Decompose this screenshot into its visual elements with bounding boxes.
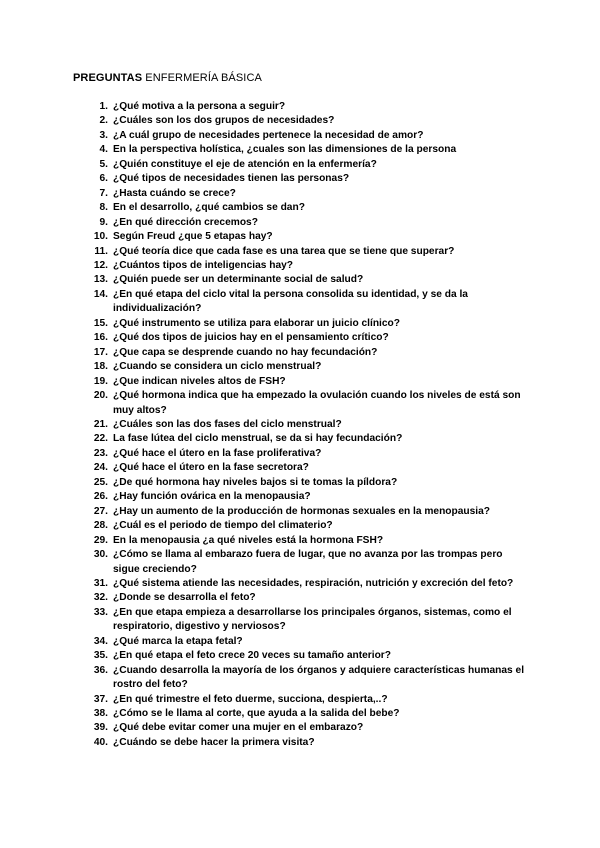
question-list <box>86 100 526 750</box>
question-text: ¿Qué instrumento se utiliza para elaborar un juicio clínico? <box>113 317 401 329</box>
question-item <box>86 375 526 389</box>
question-number: 9. <box>99 216 108 228</box>
question-text: ¿En qué trimestre el feto duerme, succiona, despierta,..? <box>113 693 388 705</box>
question-item <box>86 187 526 201</box>
question-number: 40. <box>93 736 108 748</box>
question-number: 2. <box>99 115 108 127</box>
question-number: 32. <box>93 592 108 604</box>
question-number: 31. <box>93 577 108 589</box>
question-text: ¿Quién puede ser un determinante social de salud? <box>113 274 364 286</box>
question-item <box>86 693 526 707</box>
document-title-bold: PREGUNTAS <box>73 72 143 84</box>
question-number: 20. <box>93 390 108 402</box>
question-number: 1. <box>99 101 108 112</box>
question-item <box>86 635 526 649</box>
question-number: 15. <box>93 317 108 329</box>
question-text: ¿Quién constituye el eje de atención en la enfermería? <box>113 158 377 170</box>
question-text: ¿En que etapa empieza a desarrollarse los principales órganos, sistemas, como el respiratorio, digestivo y nerviosos? <box>113 606 512 633</box>
question-text: ¿Hay función ovárica en la menopausia? <box>113 491 311 503</box>
question-item <box>86 114 526 128</box>
question-item <box>86 172 526 186</box>
question-item <box>86 346 526 360</box>
question-number: 16. <box>93 332 108 344</box>
question-item <box>86 230 526 244</box>
question-number: 33. <box>93 606 108 618</box>
question-item <box>86 432 526 446</box>
question-item <box>86 490 526 504</box>
question-number: 3. <box>99 129 108 141</box>
question-text: ¿Hay un aumento de la producción de hormonas sexuales en la menopausia? <box>113 505 491 517</box>
question-item <box>86 664 526 693</box>
question-number: 24. <box>93 462 108 474</box>
question-text: ¿En qué dirección crecemos? <box>113 216 258 228</box>
question-text: ¿Cuando se considera un ciclo menstrual? <box>113 361 322 373</box>
question-text: ¿Cuando desarrolla la mayoría de los órganos y adquiere características humanas el rostro del feto? <box>113 664 525 691</box>
question-item <box>86 418 526 432</box>
question-number: 37. <box>93 693 108 705</box>
question-item <box>86 143 526 157</box>
question-number: 29. <box>93 534 108 546</box>
question-text: En la menopausia ¿a qué niveles está la hormona FSH? <box>113 534 384 546</box>
question-text: ¿En qué etapa el feto crece 20 veces su tamaño anterior? <box>113 650 391 662</box>
question-number: 26. <box>93 491 108 503</box>
question-item <box>86 591 526 605</box>
question-item <box>86 259 526 273</box>
question-text: ¿Qué marca la etapa fetal? <box>113 635 243 647</box>
question-text: ¿Cómo se llama al embarazo fuera de lugar, que no avanza por las trompas pero sigue creciendo? <box>113 549 503 575</box>
question-number: 18. <box>93 361 108 373</box>
question-number: 19. <box>93 375 108 387</box>
question-number: 30. <box>93 549 108 561</box>
question-item <box>86 461 526 475</box>
question-number: 36. <box>93 664 108 676</box>
question-text: ¿Cuáles son las dos fases del ciclo menstrual? <box>113 418 342 430</box>
question-item <box>86 245 526 259</box>
question-text: En el desarrollo, ¿qué cambios se dan? <box>113 202 305 214</box>
question-number: 10. <box>93 231 108 243</box>
question-number: 11. <box>94 245 108 257</box>
question-text: Según Freud ¿que 5 etapas hay? <box>113 231 273 243</box>
question-number: 12. <box>93 259 108 271</box>
question-item <box>86 317 526 331</box>
question-item <box>86 201 526 215</box>
question-number: 13. <box>93 274 108 286</box>
question-text: ¿Que indican niveles altos de FSH? <box>113 375 286 387</box>
question-text: ¿Cuáles son los dos grupos de necesidades? <box>113 115 335 127</box>
question-number: 23. <box>93 447 108 459</box>
question-text: ¿Qué debe evitar comer una mujer en el embarazo? <box>113 722 364 734</box>
question-text: ¿Que capa se desprende cuando no hay fecundación? <box>113 346 378 358</box>
question-number: 8. <box>99 202 108 214</box>
question-number: 25. <box>93 476 108 488</box>
question-text: ¿Hasta cuándo se crece? <box>113 187 236 199</box>
question-item <box>86 577 526 591</box>
question-number: 21. <box>93 418 108 430</box>
question-number: 35. <box>93 650 108 662</box>
question-text: La fase lútea del ciclo menstrual, se da si hay fecundación? <box>113 433 403 445</box>
question-number: 7. <box>99 187 108 199</box>
question-text: ¿Qué motiva a la persona a seguir? <box>113 101 286 112</box>
question-text: ¿En qué etapa del ciclo vital la persona consolida su identidad, y se da la individualización? <box>113 288 468 315</box>
question-item <box>86 216 526 230</box>
question-text: ¿Qué hace el útero en la fase secretora? <box>113 462 309 474</box>
question-item <box>86 158 526 172</box>
question-number: 6. <box>99 173 108 185</box>
question-item <box>86 288 526 317</box>
question-text: ¿Donde se desarrolla el feto? <box>113 592 256 604</box>
question-item <box>86 129 526 143</box>
question-text: ¿Cómo se le llama al corte, que ayuda a la salida del bebe? <box>113 708 400 720</box>
question-item <box>86 534 526 548</box>
question-item <box>86 273 526 287</box>
question-number: 14. <box>93 288 108 300</box>
question-number: 5. <box>99 158 108 170</box>
question-item <box>86 100 526 114</box>
question-text: En la perspectiva holística, ¿cuales son las dimensiones de la persona <box>113 144 457 156</box>
question-item <box>86 736 526 750</box>
question-item <box>86 331 526 345</box>
question-item <box>86 649 526 663</box>
question-text: ¿De qué hormona hay niveles bajos si te tomas la píldora? <box>113 476 398 488</box>
question-number: 39. <box>93 722 108 734</box>
question-number: 27. <box>93 505 108 517</box>
question-item <box>86 476 526 490</box>
question-item <box>86 447 526 461</box>
question-number: 17. <box>93 346 108 358</box>
question-text: ¿Qué dos tipos de juicios hay en el pensamiento crítico? <box>113 332 389 344</box>
question-text: ¿Qué hormona indica que ha empezado la ovulación cuando los niveles de está son muy altos? <box>113 390 521 416</box>
question-number: 34. <box>93 635 108 647</box>
question-number: 38. <box>93 708 108 720</box>
question-item <box>86 505 526 519</box>
question-item <box>86 389 526 418</box>
question-text: ¿Cuándo se debe hacer la primera visita? <box>113 736 315 748</box>
question-item <box>86 606 526 635</box>
question-text: ¿Cuántos tipos de inteligencias hay? <box>113 259 294 271</box>
question-text: ¿Qué hace el útero en la fase proliferativa? <box>113 447 322 459</box>
question-text: ¿A cuál grupo de necesidades pertenece la necesidad de amor? <box>113 129 424 141</box>
question-item <box>86 721 526 735</box>
question-text: ¿Qué tipos de necesidades tienen las personas? <box>113 173 350 185</box>
document-title <box>73 71 262 85</box>
question-number: 22. <box>93 433 108 445</box>
document-title-subject: ENFERMERÍA BÁSICA <box>142 72 262 84</box>
question-item <box>86 360 526 374</box>
question-item <box>86 519 526 533</box>
question-number: 4. <box>99 144 108 156</box>
question-text: ¿Qué teoría dice que cada fase es una tarea que se tiene que superar? <box>113 245 455 257</box>
question-item <box>86 548 526 577</box>
question-text: ¿Qué sistema atiende las necesidades, respiración, nutrición y excreción del feto? <box>113 577 514 589</box>
question-text: ¿Cuál es el periodo de tiempo del climaterio? <box>113 520 333 532</box>
question-number: 28. <box>93 520 108 532</box>
question-item <box>86 707 526 721</box>
